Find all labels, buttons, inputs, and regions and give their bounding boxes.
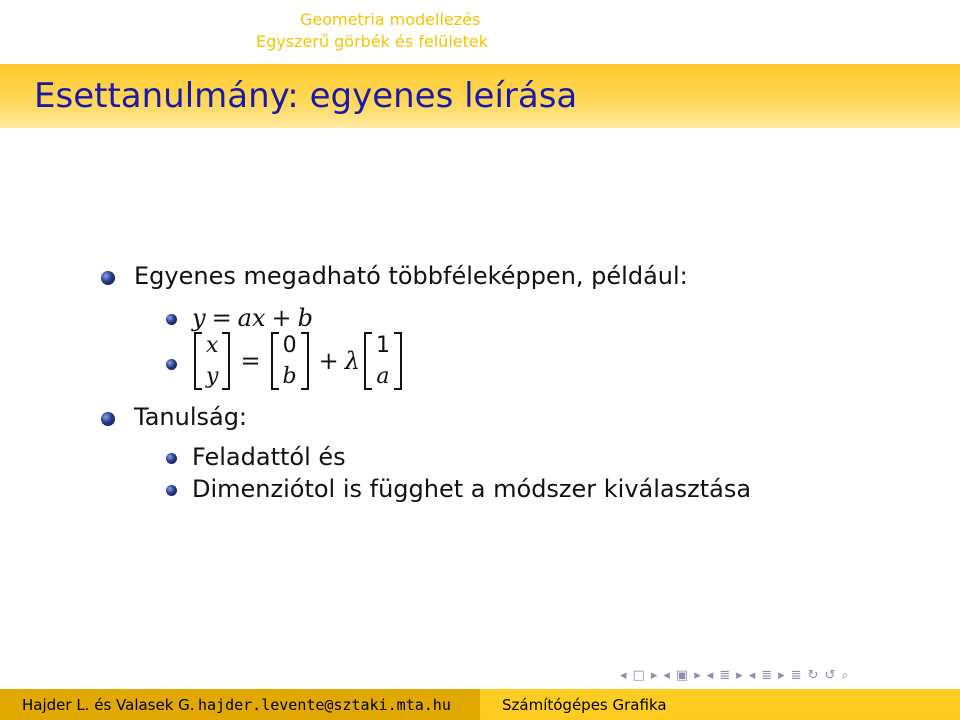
headline [0, 0, 960, 64]
item-lesson [134, 403, 247, 431]
item-text: Tanulság: [134, 403, 248, 431]
vector-entry: x [206, 333, 219, 358]
nav-next-subsection-icon[interactable]: ▸ [736, 667, 743, 683]
nav-prev-section-icon[interactable]: ◂ [748, 667, 756, 683]
nav-next-frame-icon[interactable]: ▸ [694, 667, 701, 683]
bullet-ball-icon [101, 271, 115, 285]
nav-frame-icon[interactable]: ▣ [675, 667, 689, 683]
equation-parametric [190, 332, 406, 390]
frame-title: Esettanulmány: egyenes leírása [34, 76, 578, 116]
headline-right [480, 0, 960, 64]
term-ax: ax [237, 304, 266, 332]
vector-0b [271, 332, 309, 390]
vector-entry: a [376, 364, 390, 389]
nav-slide-icon[interactable]: □ [632, 667, 645, 683]
beamer-navigation [620, 664, 849, 686]
sub-item-text: Dimenziótol is függhet a módszer kiválasztása [192, 475, 752, 503]
nav-forward-icon[interactable]: ↺ [824, 667, 836, 683]
var-y: y [192, 304, 206, 332]
nav-section-icon[interactable]: ≣ [761, 667, 773, 683]
nav-prev-frame-icon[interactable]: ◂ [663, 667, 670, 683]
equation-slope-intercept [192, 304, 313, 332]
var-lambda: λ [344, 347, 360, 375]
vector-entry: 0 [282, 333, 297, 358]
nav-search-icon[interactable]: ⌕ [841, 667, 849, 683]
footer-email: hajder.levente@sztaki.mta.hu [198, 696, 451, 714]
sub-bullet-ball-icon [166, 453, 177, 464]
sub-bullet-ball-icon [166, 314, 177, 325]
sub-bullet-ball-icon [166, 485, 177, 496]
op-plus: + [318, 347, 339, 375]
nav-next-slide-icon[interactable]: ▸ [650, 667, 658, 683]
nav-next-section-icon[interactable]: ▸ [778, 667, 785, 683]
nav-prev-slide-icon[interactable]: ◂ [620, 667, 627, 683]
item-lines [134, 262, 688, 290]
vector-1a [364, 332, 402, 390]
bullet-ball-icon [101, 412, 115, 426]
vector-entry: y [206, 364, 219, 389]
item-text: Egyenes megadható többféleképpen, például: [134, 262, 688, 290]
section-title[interactable]: Geometria modellezés [300, 10, 481, 29]
op-equals: = [240, 347, 261, 375]
nav-subsection-icon[interactable]: ≣ [719, 667, 731, 683]
footer-authors: Hajder L. és Valasek G. [22, 696, 195, 714]
vector-entry: 1 [375, 333, 390, 358]
sub-item [192, 443, 346, 471]
subsection-title[interactable]: Egyszerű görbék és felületek [256, 32, 488, 51]
var-b: b [297, 304, 313, 332]
sub-bullet-ball-icon [166, 359, 177, 370]
op-plus: + [271, 304, 292, 332]
footline [0, 689, 960, 720]
vector-xy [194, 332, 230, 390]
nav-document-icon[interactable]: ≣ [790, 667, 802, 683]
footer-course-title: Számítógépes Grafika [502, 696, 667, 714]
sub-item-text: Feladattól és [192, 443, 346, 471]
vector-entry: b [282, 364, 297, 389]
nav-prev-subsection-icon[interactable]: ◂ [706, 667, 714, 683]
sub-item [192, 475, 751, 503]
slide-content [0, 128, 960, 658]
nav-back-icon[interactable]: ↻ [807, 667, 819, 683]
op-equals: = [211, 304, 232, 332]
